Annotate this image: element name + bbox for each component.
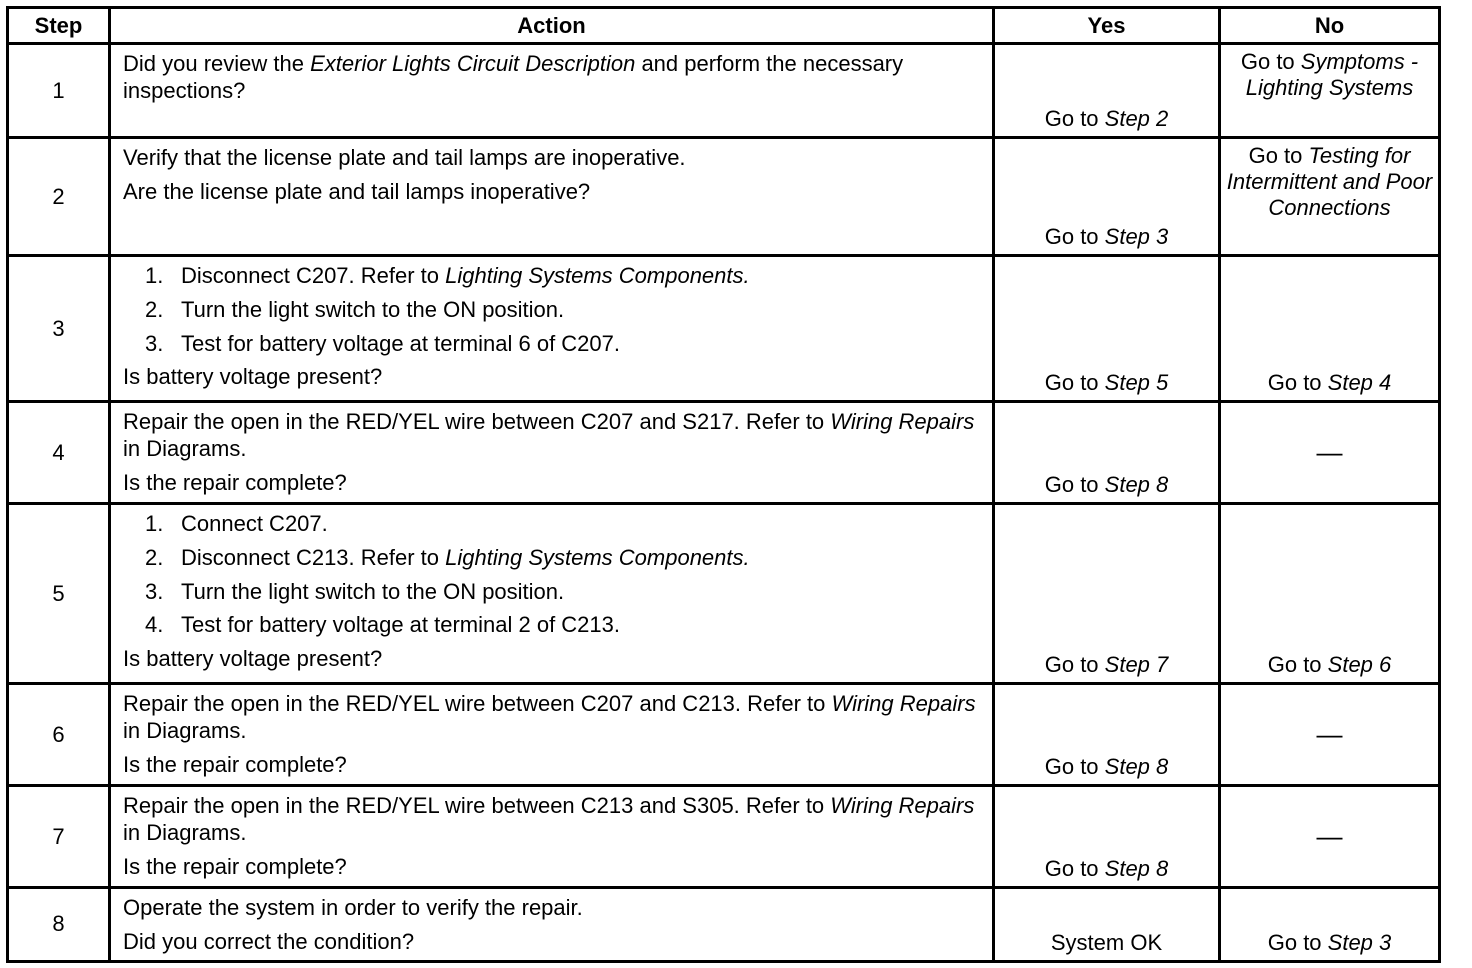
diagnostic-table xyxy=(6,6,1441,963)
yes-cell: Go to Step 7 xyxy=(994,504,1220,684)
action-list-item: 2. Turn the light switch to the ON position. xyxy=(145,296,565,322)
action-question: Is battery voltage present? xyxy=(123,364,383,390)
step-reference: Step 3 xyxy=(1327,929,1392,955)
action-list-item: 2. Disconnect C213. Refer to Lighting Systems Components. xyxy=(145,544,750,570)
step-number: 8 xyxy=(8,888,110,962)
table-row xyxy=(8,888,1440,962)
step-reference: Step 8 xyxy=(1104,856,1169,881)
no-cell-dash: — xyxy=(1220,402,1440,504)
header-yes: Yes xyxy=(994,8,1220,44)
header-step: Step xyxy=(8,8,110,44)
step-reference: Step 4 xyxy=(1327,370,1392,396)
action-cell xyxy=(110,44,994,138)
step-reference: Step 7 xyxy=(1104,652,1169,677)
table-row xyxy=(8,684,1440,786)
yes-cell: Go to Step 5 xyxy=(994,256,1220,402)
no-cell-dash: — xyxy=(1220,684,1440,786)
table-row xyxy=(8,786,1440,888)
action-text: Operate the system in order to verify the repair. xyxy=(123,895,583,920)
step-number: 5 xyxy=(8,504,110,684)
action-list-item: 1. Connect C207. xyxy=(145,511,328,536)
procedure-reference: Testing for Intermittent and Poor Connections xyxy=(1226,143,1433,220)
action-question: Is the repair complete? xyxy=(123,469,347,495)
step-reference: Step 8 xyxy=(1104,754,1169,779)
procedure-reference: Symptoms - Lighting Systems xyxy=(1245,49,1419,100)
table-row xyxy=(8,402,1440,504)
action-list-item: 4. Test for battery voltage at terminal 2 of C213. xyxy=(145,612,621,638)
no-cell: Go to Step 3 xyxy=(1220,888,1440,962)
yes-cell: Go to Step 8 xyxy=(994,684,1220,786)
action-cell xyxy=(110,786,994,888)
action-list-item: 1. Disconnect C207. Refer to Lighting Systems Components. xyxy=(145,263,750,288)
action-question: Is the repair complete? xyxy=(123,853,347,879)
yes-cell: System OK xyxy=(994,888,1220,962)
table-row xyxy=(8,44,1440,138)
step-number: 1 xyxy=(8,44,110,138)
header-no: No xyxy=(1220,8,1440,44)
step-reference: Step 2 xyxy=(1104,106,1169,131)
no-cell: Go to Symptoms - Lighting Systems xyxy=(1220,44,1440,138)
yes-cell: Go to Step 8 xyxy=(994,402,1220,504)
yes-cell: Go to Step 2 xyxy=(994,44,1220,138)
action-cell xyxy=(110,402,994,504)
action-cell xyxy=(110,256,994,402)
action-question: Did you correct the condition? xyxy=(123,928,415,954)
step-reference: Step 6 xyxy=(1327,652,1392,678)
step-reference: Step 5 xyxy=(1104,370,1169,395)
action-cell xyxy=(110,684,994,786)
action-question: Are the license plate and tail lamps inoperative? xyxy=(123,178,591,204)
action-list-item: 3. Turn the light switch to the ON position. xyxy=(145,578,565,604)
header-row xyxy=(8,8,1440,44)
action-text: Repair the open in the RED/YEL wire between C207 and C213. Refer to Wiring Repairs in Diagrams. xyxy=(123,691,976,743)
step-number: 6 xyxy=(8,684,110,786)
action-list-item: 3. Test for battery voltage at terminal 6 of C207. xyxy=(145,330,621,356)
step-number: 4 xyxy=(8,402,110,504)
action-text: Repair the open in the RED/YEL wire between C213 and S305. Refer to Wiring Repairs in Diagrams. xyxy=(123,793,975,845)
no-cell: Go to Step 6 xyxy=(1220,504,1440,684)
action-cell xyxy=(110,138,994,256)
table-row xyxy=(8,504,1440,684)
table-row xyxy=(8,138,1440,256)
table-row xyxy=(8,256,1440,402)
no-cell: Go to Testing for Intermittent and Poor Connections xyxy=(1220,138,1440,256)
step-number: 7 xyxy=(8,786,110,888)
action-text: Verify that the license plate and tail lamps are inoperative. xyxy=(123,145,686,170)
action-question: Is battery voltage present? xyxy=(123,646,383,672)
step-number: 3 xyxy=(8,256,110,402)
action-cell xyxy=(110,888,994,962)
action-cell xyxy=(110,504,994,684)
yes-cell: Go to Step 3 xyxy=(994,138,1220,256)
yes-cell: Go to Step 8 xyxy=(994,786,1220,888)
action-text: Repair the open in the RED/YEL wire between C207 and S217. Refer to Wiring Repairs in Diagrams. xyxy=(123,409,975,461)
no-cell-dash: — xyxy=(1220,786,1440,888)
step-reference: Step 8 xyxy=(1104,472,1169,497)
no-cell: Go to Step 4 xyxy=(1220,256,1440,402)
step-reference: Step 3 xyxy=(1104,224,1169,249)
step-number: 2 xyxy=(8,138,110,256)
action-question: Is the repair complete? xyxy=(123,751,347,777)
action-text: Did you review the Exterior Lights Circuit Description and perform the necessary inspections? xyxy=(123,51,904,103)
header-action: Action xyxy=(110,8,994,44)
